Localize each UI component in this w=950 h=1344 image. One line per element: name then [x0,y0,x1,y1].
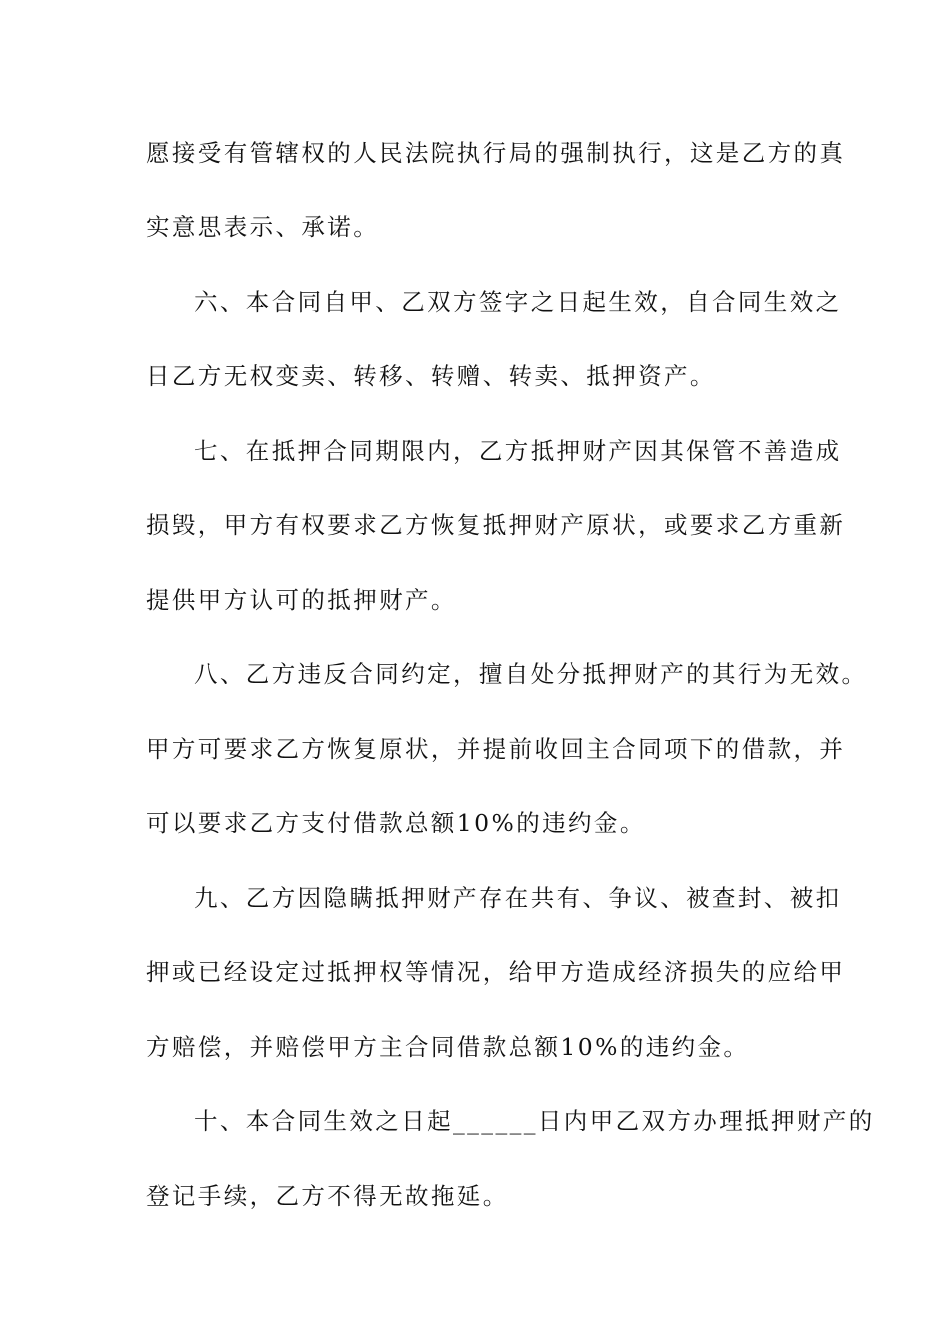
paragraph-line: 登记手续，乙方不得无故拖延。 [146,1182,509,1210]
paragraph-line: 损毁，甲方有权要求乙方恢复抵押财产原状，或要求乙方重新 [146,511,846,539]
clause-eight-line: 八、乙方违反合同约定，擅自处分抵押财产的其行为无效。 [194,660,868,688]
paragraph-line: 日乙方无权变卖、转移、转赠、转卖、抵押资产。 [146,362,716,390]
paragraph-line: 提供甲方认可的抵押财产。 [146,586,457,614]
paragraph-line: 押或已经设定过抵押权等情况，给甲方造成经济损失的应给甲 [146,958,846,986]
paragraph-line: 方赔偿，并赔偿甲方主合同借款总额10%的违约金。 [146,1033,750,1061]
clause-ten-line: 十、本合同生效之日起______日内甲乙双方办理抵押财产的 [194,1107,875,1135]
clause-nine-line: 九、乙方因隐瞒抵押财产存在共有、争议、被查封、被扣 [194,884,842,912]
paragraph-line: 实意思表示、承诺。 [146,213,380,241]
clause-six-line: 六、本合同自甲、乙双方签字之日起生效，自合同生效之 [194,288,842,316]
paragraph-line: 可以要求乙方支付借款总额10%的违约金。 [146,809,646,837]
paragraph-line: 愿接受有管辖权的人民法院执行局的强制执行，这是乙方的真 [146,139,846,167]
clause-seven-line: 七、在抵押合同期限内，乙方抵押财产因其保管不善造成 [194,437,842,465]
paragraph-line: 甲方可要求乙方恢复原状，并提前收回主合同项下的借款，并 [146,735,846,763]
